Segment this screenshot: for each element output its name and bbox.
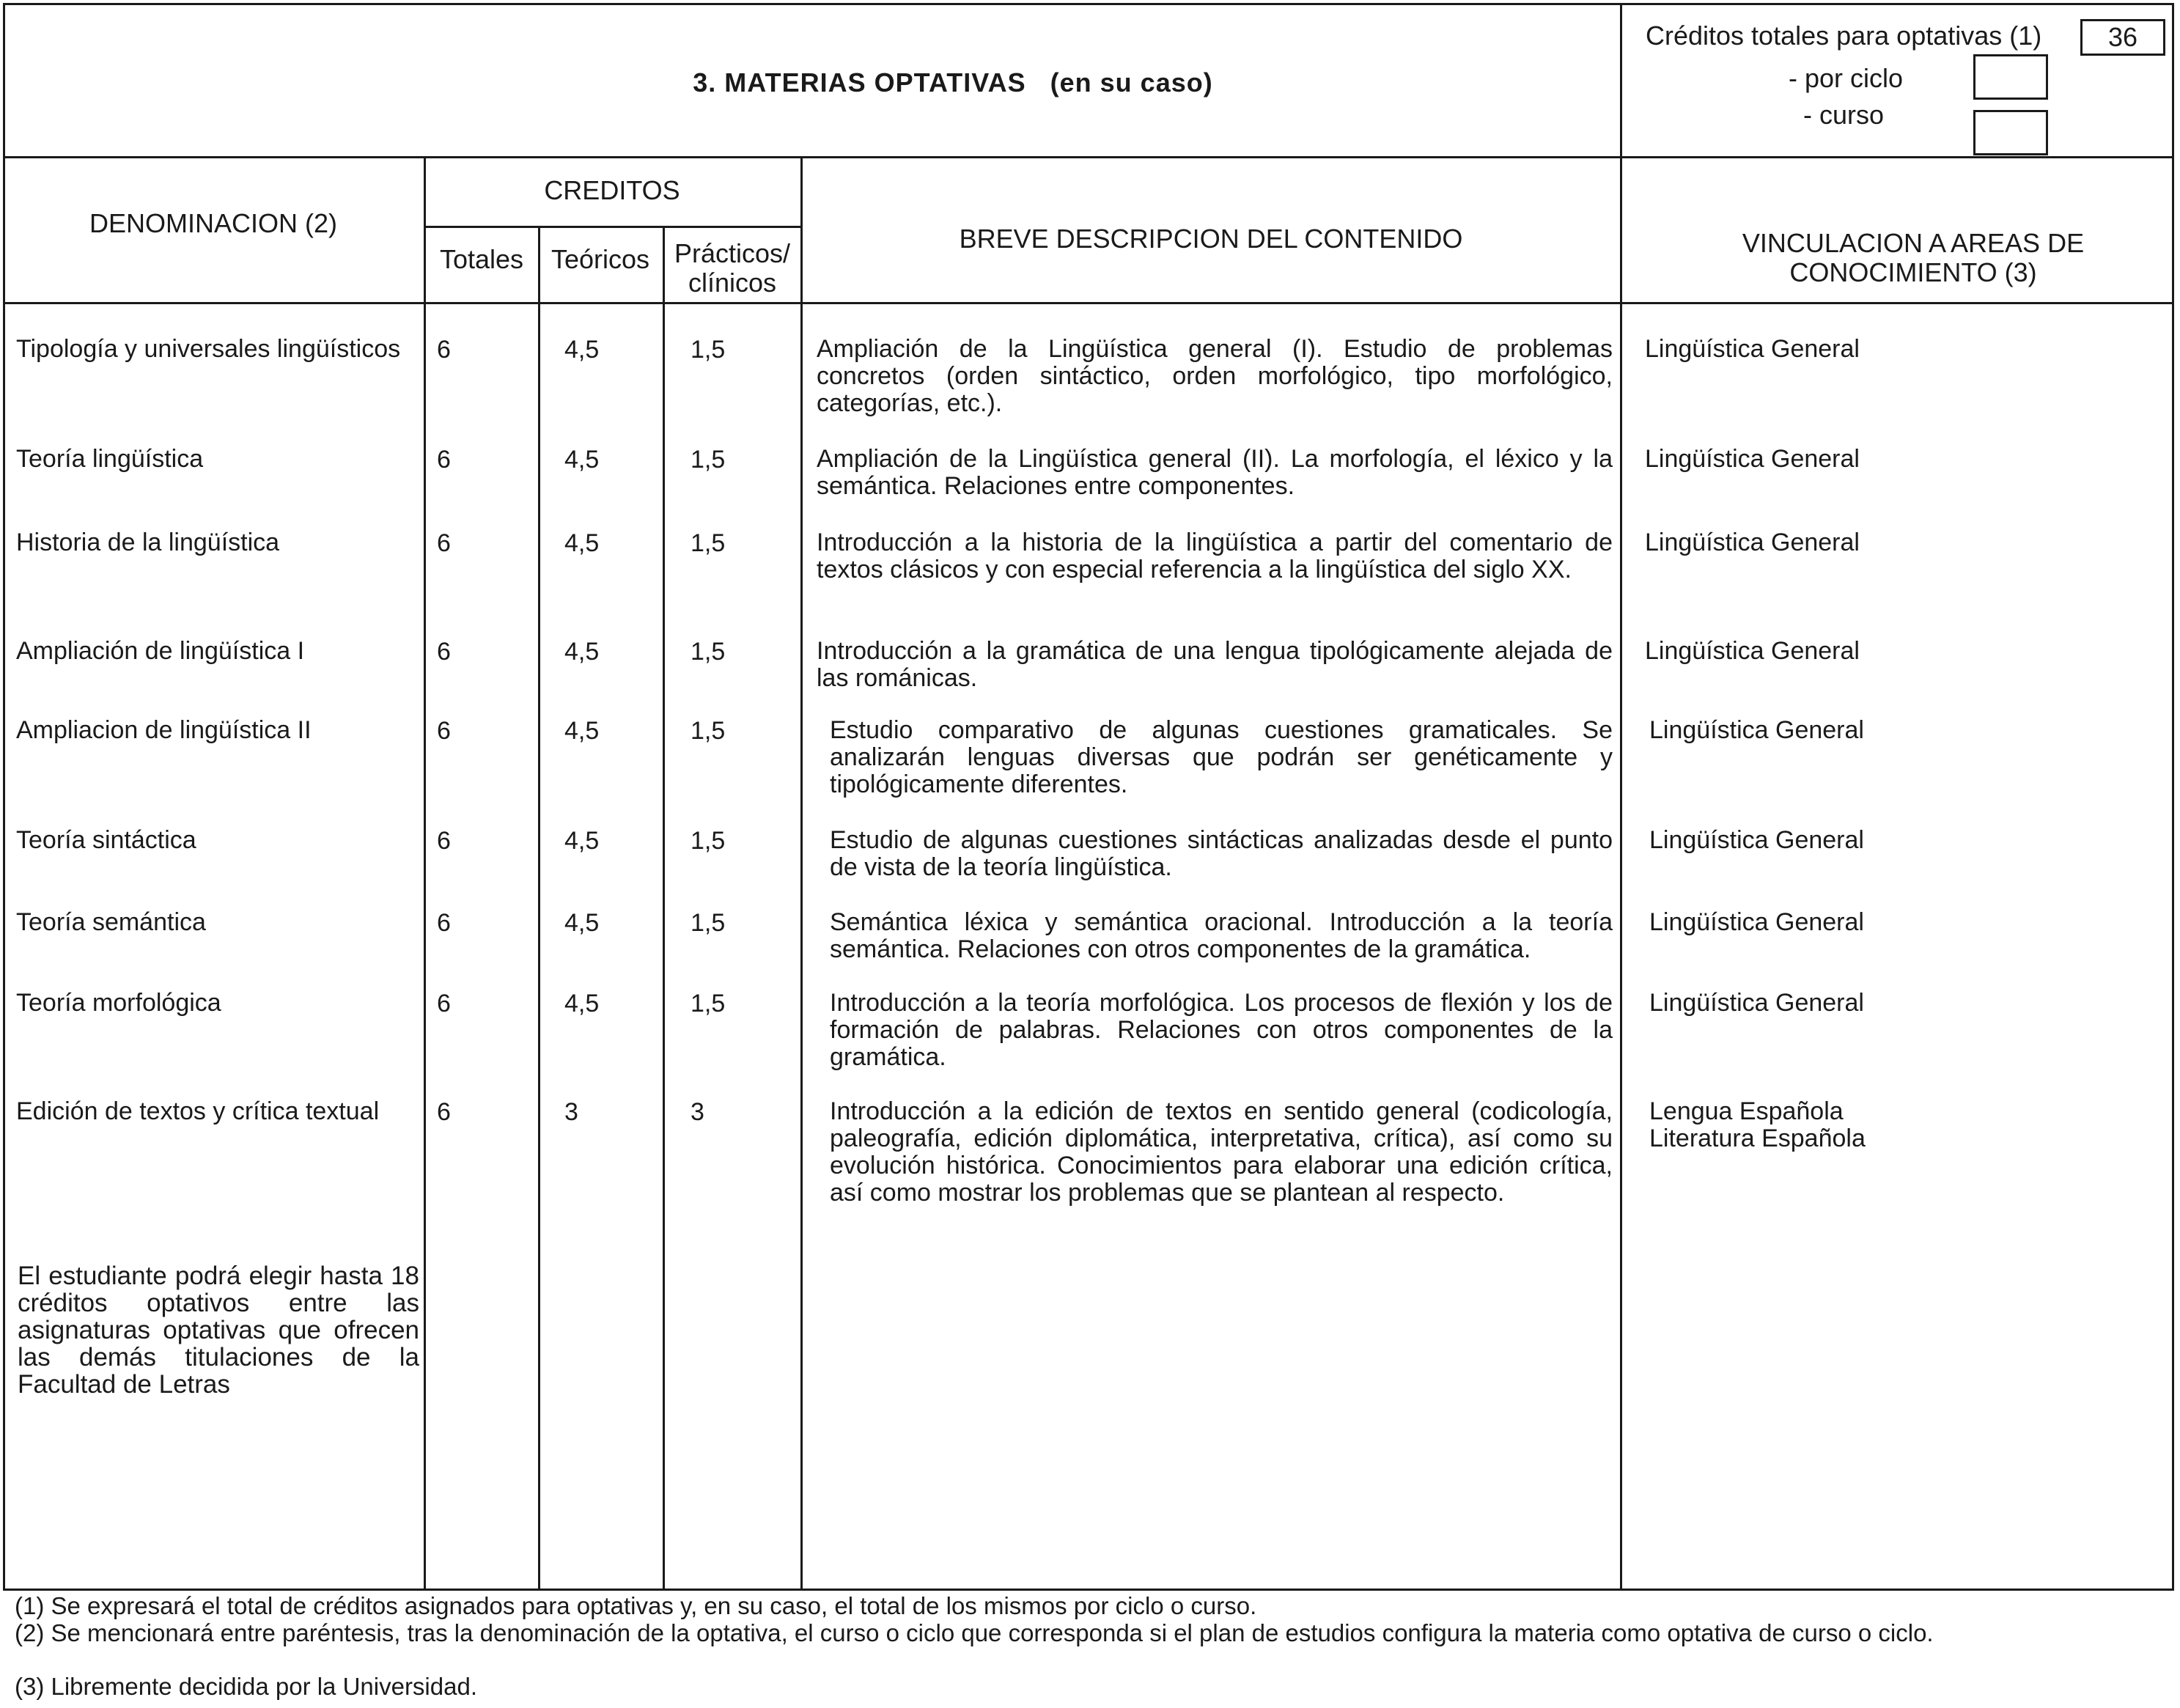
row-practicos: 1,5 — [691, 529, 726, 557]
col-header-teoricos: Teóricos — [550, 244, 650, 274]
row-totales: 6 — [437, 990, 451, 1017]
curso-box — [1973, 110, 2048, 155]
col-header-practicos: Prácticos/ clínicos — [674, 238, 791, 298]
footnote-3: (3) Libremente decidida por la Universidad. — [15, 1673, 477, 1700]
row-totales: 6 — [437, 529, 451, 557]
column-header-divider — [3, 302, 2174, 304]
por-ciclo-label: - por ciclo — [1789, 63, 1904, 93]
row-totales: 6 — [437, 717, 451, 745]
row-practicos: 3 — [691, 1098, 704, 1126]
credits-total-value: 36 — [2107, 22, 2138, 52]
row-teoricos: 3 — [564, 1098, 578, 1126]
row-descripcion: Ampliación de la Lingüística general (II). La morfología, el léxico y la semántica. Relaciones entre componentes. — [817, 445, 1613, 500]
row-teoricos: 4,5 — [564, 990, 600, 1017]
col-header-totales: Totales — [439, 244, 524, 274]
row-area: Lingüística General — [1649, 716, 1864, 744]
row-teoricos: 4,5 — [564, 717, 600, 745]
row-area: Lingüística General — [1649, 826, 1864, 854]
row-descripcion: Estudio comparativo de algunas cuestiones gramaticales. Se analizarán lenguas diversas que podrán ser genéticamente y tipológicamente diferentes. — [830, 716, 1613, 798]
col-divider-denominacion — [424, 156, 426, 1591]
col-header-denominacion: DENOMINACION (2) — [89, 208, 337, 238]
row-totales: 6 — [437, 638, 451, 666]
row-descripcion: Introducción a la historia de la lingüística a partir del comentario de textos clásicos y con especial referencia a la lingüística del siglo XX. — [817, 529, 1613, 584]
row-practicos: 1,5 — [691, 336, 726, 364]
row-denominacion: Edición de textos y crítica textual — [16, 1097, 380, 1125]
row-area: Lingüística General — [1645, 637, 1860, 665]
row-totales: 6 — [437, 1098, 451, 1126]
row-totales: 6 — [437, 909, 451, 937]
row-teoricos: 4,5 — [564, 529, 600, 557]
row-area: Lingüística General — [1645, 445, 1860, 473]
footnote-2: (2) Se mencionará entre paréntesis, tras la denominación de la optativa, el curso o ciclo que corresponda si el plan de estudios configura la materia como optativa de curso o ciclo. — [15, 1619, 1934, 1646]
row-denominacion: Teoría morfológica — [16, 989, 221, 1017]
header-vertical-divider — [1620, 3, 1622, 1591]
row-area: Lingüística General — [1649, 908, 1864, 936]
row-denominacion: Teoría sintáctica — [16, 826, 196, 854]
row-descripcion: Estudio de algunas cuestiones sintácticas analizadas desde el punto de vista de la teoría lingüística. — [830, 826, 1613, 881]
row-teoricos: 4,5 — [564, 446, 600, 474]
row-teoricos: 4,5 — [564, 827, 600, 855]
row-denominacion: Historia de la lingüística — [16, 529, 280, 556]
row-descripcion: Introducción a la gramática de una lengua tipológicamente alejada de las románicas. — [817, 637, 1613, 692]
section-title: 3. MATERIAS OPTATIVAS (en su caso) — [693, 67, 1213, 97]
row-totales: 6 — [437, 827, 451, 855]
row-descripcion: Semántica léxica y semántica oracional. Introducción a la teoría semántica. Relaciones con otros componentes de la gramática. — [830, 908, 1613, 963]
row-area-secondary: Literatura Española — [1649, 1124, 1866, 1152]
row-practicos: 1,5 — [691, 638, 726, 666]
creditos-subheader-divider — [424, 226, 800, 228]
row-denominacion: Tipología y universales lingüísticos — [16, 335, 401, 363]
credits-total-label: Créditos totales para optativas (1) — [1646, 21, 2042, 51]
row-area: Lingüística General — [1649, 989, 1864, 1017]
row-descripcion: Introducción a la teoría morfológica. Los procesos de flexión y los de formación de palabras. Relaciones con otros componentes de la gramática. — [830, 989, 1613, 1071]
row-denominacion: Ampliacion de lingüística II — [16, 716, 312, 744]
por-ciclo-box — [1973, 54, 2048, 100]
col-header-descripcion: BREVE DESCRIPCION DEL CONTENIDO — [959, 224, 1463, 254]
col-header-vinculacion: VINCULACION A AREAS DE CONOCIMIENTO (3) — [1742, 228, 2085, 287]
row-practicos: 1,5 — [691, 827, 726, 855]
row-practicos: 1,5 — [691, 909, 726, 937]
row-denominacion: Teoría lingüística — [16, 445, 204, 473]
row-area: Lengua Española — [1649, 1097, 1844, 1125]
row-denominacion: Teoría semántica — [16, 908, 206, 936]
row-descripcion: Introducción a la edición de textos en sentido general (codicología, paleografía, edición diplomática, interpretativa, crítica), así como su evolución histórica. Conocimientos para elaborar una edición crítica, así como mostrar los problemas que se plantean al respecto. — [830, 1097, 1613, 1207]
col-header-creditos: CREDITOS — [544, 175, 680, 205]
curso-label: - curso — [1803, 100, 1885, 130]
row-teoricos: 4,5 — [564, 336, 600, 364]
row-teoricos: 4,5 — [564, 638, 600, 666]
col-divider-practicos — [800, 156, 803, 1591]
row-teoricos: 4,5 — [564, 909, 600, 937]
col-divider-teoricos — [663, 226, 665, 1591]
row-practicos: 1,5 — [691, 717, 726, 745]
header-divider — [3, 156, 2174, 158]
row-practicos: 1,5 — [691, 446, 726, 474]
row-descripcion: Ampliación de la Lingüística general (I). Estudio de problemas concretos (orden sintáctico, orden morfológico, tipo morfológico, categorías, etc.). — [817, 335, 1613, 417]
row-area: Lingüística General — [1645, 529, 1860, 556]
row-practicos: 1,5 — [691, 990, 726, 1017]
row-totales: 6 — [437, 336, 451, 364]
row-area: Lingüística General — [1645, 335, 1860, 363]
row-denominacion: Ampliación de lingüística I — [16, 637, 305, 665]
footnote-1: (1) Se expresará el total de créditos asignados para optativas y, en su caso, el total de los mismos por ciclo o curso. — [15, 1592, 1257, 1619]
row-totales: 6 — [437, 446, 451, 474]
elective-note: El estudiante podrá elegir hasta 18 créditos optativos entre las asignaturas optativas que ofrecen las demás titulaciones de la Facultad de Letras — [18, 1262, 419, 1399]
col-divider-totales — [538, 226, 540, 1591]
